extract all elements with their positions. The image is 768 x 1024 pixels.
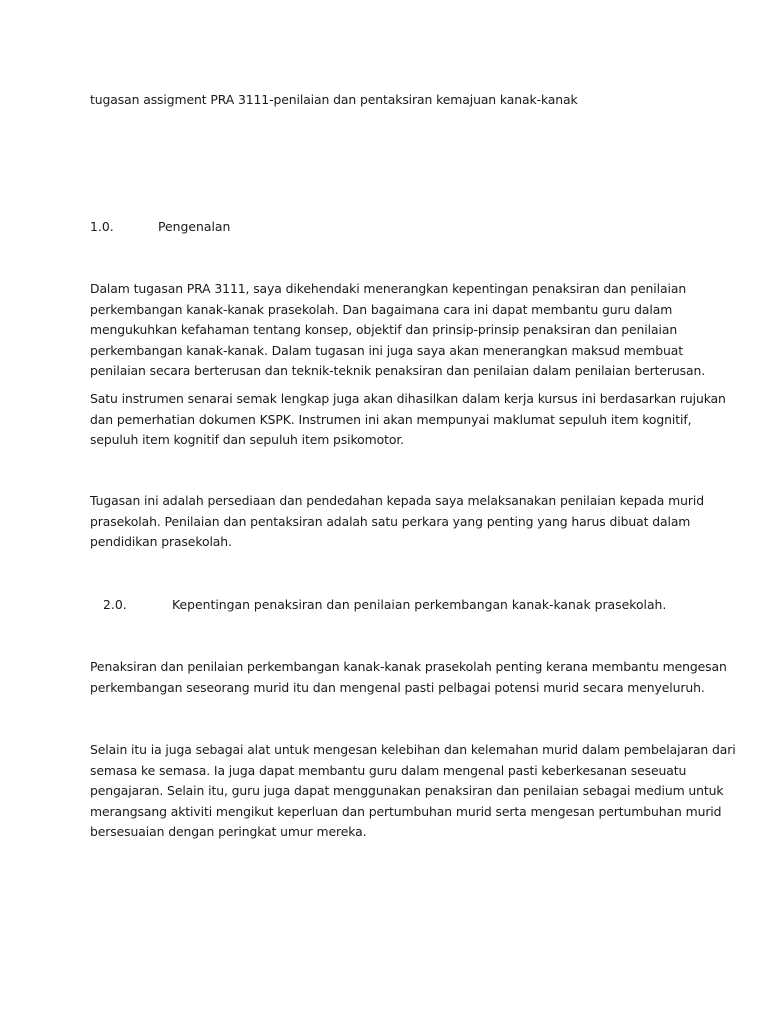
paragraph-line: sepuluh item kognitif dan sepuluh item psikomotor.: [90, 432, 405, 447]
paragraph-line: Penaksiran dan penilaian perkembangan kanak-kanak prasekolah penting kerana membantu mengesan: [90, 659, 727, 674]
section-1-paragraph-2: [90, 389, 726, 451]
paragraph-line: semasa ke semasa. Ia juga dapat membantu guru dalam mengenal pasti keberkesanan seseuatu: [90, 762, 687, 778]
section-2-number: 2.0.: [103, 597, 127, 612]
paragraph-line: perkembangan kanak-kanak prasekolah. Dan bagaimana cara ini dapat membantu guru dalam: [90, 301, 673, 317]
paragraph-line: Tugasan ini adalah persediaan dan pendedahan kepada saya melaksanakan penilaian kepada murid: [90, 493, 704, 508]
paragraph-line: prasekolah. Penilaian dan pentaksiran adalah satu perkara yang penting yang harus dibuat dalam: [90, 513, 691, 529]
section-1-paragraph-1: [90, 279, 706, 382]
section-1-heading: Pengenalan: [158, 219, 231, 234]
paragraph-line: Dalam tugasan PRA 3111, saya dikehendaki menerangkan kepentingan penaksiran dan penilaian: [90, 281, 687, 296]
paragraph-line: bersesuaian dengan peringkat umur mereka.: [90, 824, 367, 839]
paragraph-line: Satu instrumen senarai semak lengkap juga akan dihasilkan dalam kerja kursus ini berdasarkan rujukan: [90, 391, 726, 406]
section-2-paragraph-1: [90, 657, 727, 698]
paragraph-line: merangsang aktiviti mengikut keperluan dan pertumbuhan murid serta mengesan pertumbuhan murid: [90, 803, 722, 819]
paragraph-line: pendidikan prasekolah.: [90, 534, 232, 549]
paragraph-line: dan pemerhatian dokumen KSPK. Instrumen ini akan mempunyai maklumat sepuluh item kognitif,: [90, 411, 692, 427]
paragraph-line: perkembangan seseorang murid itu dan mengenal pasti pelbagai potensi murid secara menyeluruh.: [90, 679, 705, 695]
paragraph-line: pengajaran. Selain itu, guru juga dapat menggunakan penaksiran dan penilaian sebagai medium untuk: [90, 783, 724, 798]
section-1-number: 1.0.: [90, 219, 114, 234]
paragraph-line: Selain itu ia juga sebagai alat untuk mengesan kelebihan dan kelemahan murid dalam pembelajaran dari: [90, 742, 736, 757]
paragraph-line: penilaian secara berterusan dan teknik-teknik penaksiran dan penilaian dalam penilaian berterusan.: [90, 363, 706, 378]
section-2-paragraph-2: [90, 740, 736, 843]
section-2-heading: Kepentingan penaksiran dan penilaian perkembangan kanak-kanak prasekolah.: [172, 597, 667, 612]
section-1-paragraph-3: [90, 491, 704, 553]
paragraph-line: mengukuhkan kefahaman tentang konsep, objektif dan prinsip-prinsip penaksiran dan penilaian: [90, 322, 678, 337]
paragraph-line: perkembangan kanak-kanak. Dalam tugasan ini juga saya akan menerangkan maksud membuat: [90, 342, 683, 358]
document-title: tugasan assigment PRA 3111-penilaian dan pentaksiran kemajuan kanak-kanak: [90, 92, 578, 107]
